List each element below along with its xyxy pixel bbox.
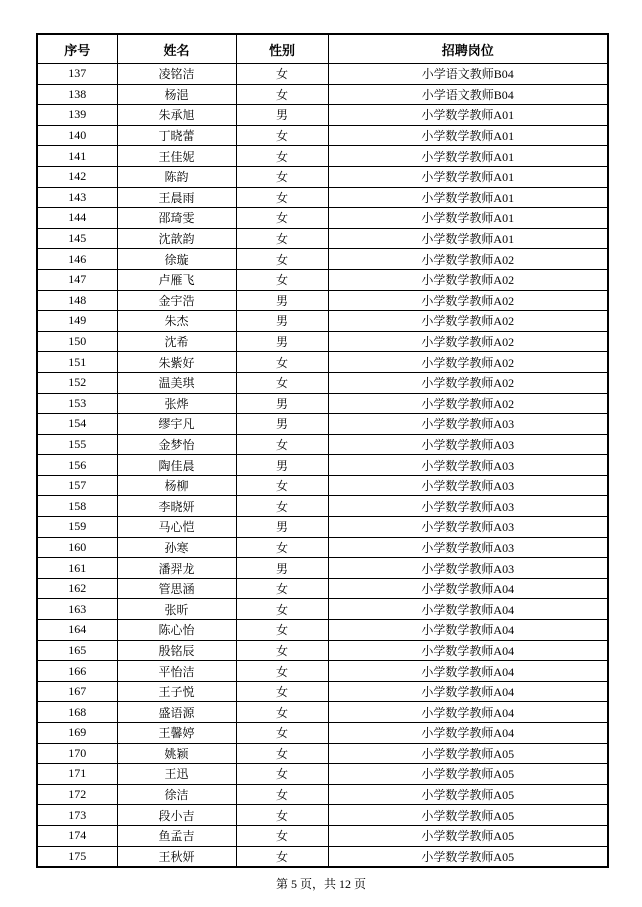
cell-name: 陈韵 (117, 166, 236, 187)
table-row (37, 228, 608, 249)
header-cell-index: 序号 (37, 34, 117, 64)
cell-position: 小学数学教师A04 (328, 640, 608, 661)
cell-gender: 女 (236, 702, 328, 723)
table-row (37, 64, 608, 85)
cell-name: 王迅 (117, 764, 236, 785)
cell-index: 149 (37, 311, 117, 332)
cell-position: 小学数学教师A02 (328, 393, 608, 414)
cell-position: 小学数学教师A03 (328, 558, 608, 579)
cell-index: 164 (37, 620, 117, 641)
cell-index: 169 (37, 723, 117, 744)
cell-position: 小学数学教师A01 (328, 228, 608, 249)
table-row (37, 393, 608, 414)
cell-gender: 男 (236, 105, 328, 126)
cell-name: 潘羿龙 (117, 558, 236, 579)
table-row (37, 352, 608, 373)
cell-index: 154 (37, 414, 117, 435)
table-row (37, 723, 608, 744)
cell-gender: 女 (236, 825, 328, 846)
cell-position: 小学数学教师A03 (328, 455, 608, 476)
cell-name: 缪宇凡 (117, 414, 236, 435)
recruitment-table (36, 33, 609, 868)
cell-index: 139 (37, 105, 117, 126)
cell-index: 175 (37, 846, 117, 867)
cell-gender: 女 (236, 764, 328, 785)
cell-index: 147 (37, 269, 117, 290)
cell-position: 小学数学教师A04 (328, 723, 608, 744)
cell-gender: 女 (236, 146, 328, 167)
cell-name: 段小吉 (117, 805, 236, 826)
cell-name: 沈歆韵 (117, 228, 236, 249)
table-row (37, 208, 608, 229)
cell-position: 小学数学教师A05 (328, 784, 608, 805)
cell-name: 王子悦 (117, 681, 236, 702)
cell-gender: 女 (236, 805, 328, 826)
cell-position: 小学数学教师A05 (328, 743, 608, 764)
cell-index: 160 (37, 537, 117, 558)
cell-gender: 男 (236, 517, 328, 538)
cell-gender: 女 (236, 496, 328, 517)
table-row (37, 846, 608, 867)
cell-name: 孙寒 (117, 537, 236, 558)
cell-name: 凌铭洁 (117, 64, 236, 85)
cell-name: 卢雁飞 (117, 269, 236, 290)
cell-name: 张昕 (117, 599, 236, 620)
cell-name: 王佳妮 (117, 146, 236, 167)
cell-gender: 女 (236, 372, 328, 393)
cell-name: 杨柳 (117, 475, 236, 496)
table-row (37, 620, 608, 641)
cell-gender: 女 (236, 166, 328, 187)
cell-gender: 女 (236, 475, 328, 496)
cell-index: 171 (37, 764, 117, 785)
cell-position: 小学数学教师A01 (328, 166, 608, 187)
cell-position: 小学数学教师A04 (328, 578, 608, 599)
cell-gender: 女 (236, 187, 328, 208)
cell-gender: 女 (236, 64, 328, 85)
cell-position: 小学数学教师A04 (328, 702, 608, 723)
cell-gender: 女 (236, 249, 328, 270)
table-row (37, 702, 608, 723)
table-row (37, 784, 608, 805)
cell-gender: 女 (236, 681, 328, 702)
cell-name: 王馨婷 (117, 723, 236, 744)
cell-name: 陈心怡 (117, 620, 236, 641)
cell-position: 小学数学教师A03 (328, 414, 608, 435)
cell-gender: 女 (236, 661, 328, 682)
cell-position: 小学数学教师A01 (328, 146, 608, 167)
cell-index: 157 (37, 475, 117, 496)
cell-gender: 男 (236, 311, 328, 332)
cell-name: 丁晓蕾 (117, 125, 236, 146)
cell-index: 152 (37, 372, 117, 393)
cell-name: 张烨 (117, 393, 236, 414)
cell-name: 朱承旭 (117, 105, 236, 126)
cell-gender: 女 (236, 228, 328, 249)
table-row (37, 187, 608, 208)
table-row (37, 105, 608, 126)
cell-position: 小学数学教师A02 (328, 372, 608, 393)
table-row (37, 311, 608, 332)
cell-position: 小学数学教师A03 (328, 475, 608, 496)
table-row (37, 84, 608, 105)
table-row (37, 805, 608, 826)
header-row (37, 34, 608, 64)
cell-gender: 男 (236, 414, 328, 435)
cell-index: 166 (37, 661, 117, 682)
cell-name: 陶佳晨 (117, 455, 236, 476)
table-row (37, 125, 608, 146)
cell-index: 173 (37, 805, 117, 826)
cell-index: 167 (37, 681, 117, 702)
cell-name: 金梦怡 (117, 434, 236, 455)
cell-gender: 男 (236, 331, 328, 352)
cell-position: 小学数学教师A01 (328, 208, 608, 229)
cell-index: 165 (37, 640, 117, 661)
cell-position: 小学数学教师A04 (328, 599, 608, 620)
table-row (37, 681, 608, 702)
cell-gender: 女 (236, 599, 328, 620)
cell-position: 小学数学教师A05 (328, 846, 608, 867)
cell-name: 朱紫好 (117, 352, 236, 373)
cell-index: 153 (37, 393, 117, 414)
cell-index: 148 (37, 290, 117, 311)
cell-position: 小学数学教师A02 (328, 352, 608, 373)
cell-name: 朱杰 (117, 311, 236, 332)
cell-position: 小学数学教师A05 (328, 764, 608, 785)
cell-gender: 女 (236, 352, 328, 373)
cell-position: 小学语文教师B04 (328, 64, 608, 85)
cell-position: 小学数学教师A02 (328, 249, 608, 270)
cell-name: 平怡洁 (117, 661, 236, 682)
cell-index: 151 (37, 352, 117, 373)
cell-name: 徐洁 (117, 784, 236, 805)
cell-index: 156 (37, 455, 117, 476)
table-row (37, 743, 608, 764)
cell-position: 小学数学教师A02 (328, 290, 608, 311)
cell-gender: 男 (236, 393, 328, 414)
cell-name: 王秋妍 (117, 846, 236, 867)
cell-name: 王晨雨 (117, 187, 236, 208)
table-row (37, 290, 608, 311)
cell-index: 168 (37, 702, 117, 723)
cell-name: 沈希 (117, 331, 236, 352)
table-row (37, 661, 608, 682)
cell-gender: 女 (236, 743, 328, 764)
header-cell-gender: 性别 (236, 34, 328, 64)
cell-name: 杨浥 (117, 84, 236, 105)
table-row (37, 764, 608, 785)
cell-position: 小学数学教师A04 (328, 681, 608, 702)
table-row (37, 455, 608, 476)
cell-position: 小学数学教师A01 (328, 187, 608, 208)
cell-position: 小学数学教师A04 (328, 620, 608, 641)
table-row (37, 414, 608, 435)
cell-index: 138 (37, 84, 117, 105)
table-row (37, 578, 608, 599)
cell-position: 小学数学教师A01 (328, 105, 608, 126)
cell-gender: 女 (236, 640, 328, 661)
cell-position: 小学数学教师A03 (328, 434, 608, 455)
cell-index: 163 (37, 599, 117, 620)
cell-name: 殷铭辰 (117, 640, 236, 661)
cell-gender: 女 (236, 723, 328, 744)
cell-index: 150 (37, 331, 117, 352)
cell-index: 174 (37, 825, 117, 846)
table-row (37, 372, 608, 393)
table-row (37, 269, 608, 290)
cell-index: 146 (37, 249, 117, 270)
cell-name: 管思涵 (117, 578, 236, 599)
table-row (37, 640, 608, 661)
table-row (37, 434, 608, 455)
header-cell-position: 招聘岗位 (328, 34, 608, 64)
table-row (37, 331, 608, 352)
cell-name: 鱼孟吉 (117, 825, 236, 846)
cell-index: 140 (37, 125, 117, 146)
cell-name: 盛语源 (117, 702, 236, 723)
cell-index: 144 (37, 208, 117, 229)
cell-index: 172 (37, 784, 117, 805)
cell-position: 小学数学教师A03 (328, 517, 608, 538)
table-row (37, 496, 608, 517)
cell-gender: 女 (236, 578, 328, 599)
page-number-footer: 第 5 页，共 12 页 (275, 877, 366, 891)
cell-gender: 男 (236, 455, 328, 476)
cell-name: 温美琪 (117, 372, 236, 393)
cell-position: 小学数学教师A02 (328, 331, 608, 352)
cell-gender: 女 (236, 784, 328, 805)
cell-gender: 女 (236, 269, 328, 290)
cell-name: 李晓妍 (117, 496, 236, 517)
cell-gender: 女 (236, 125, 328, 146)
cell-name: 姚颖 (117, 743, 236, 764)
table-row (37, 558, 608, 579)
cell-index: 155 (37, 434, 117, 455)
table-row (37, 146, 608, 167)
table-row (37, 249, 608, 270)
cell-index: 162 (37, 578, 117, 599)
cell-gender: 女 (236, 208, 328, 229)
table-row (37, 475, 608, 496)
cell-gender: 女 (236, 434, 328, 455)
cell-position: 小学数学教师A05 (328, 805, 608, 826)
table-row (37, 599, 608, 620)
cell-gender: 女 (236, 84, 328, 105)
cell-index: 137 (37, 64, 117, 85)
cell-position: 小学数学教师A04 (328, 661, 608, 682)
header-cell-name: 姓名 (117, 34, 236, 64)
cell-index: 145 (37, 228, 117, 249)
cell-name: 徐璇 (117, 249, 236, 270)
cell-position: 小学语文教师B04 (328, 84, 608, 105)
table-row (37, 517, 608, 538)
cell-index: 170 (37, 743, 117, 764)
table-row (37, 537, 608, 558)
cell-index: 142 (37, 166, 117, 187)
cell-position: 小学数学教师A03 (328, 537, 608, 558)
cell-index: 159 (37, 517, 117, 538)
cell-gender: 男 (236, 558, 328, 579)
cell-index: 143 (37, 187, 117, 208)
cell-index: 141 (37, 146, 117, 167)
cell-gender: 女 (236, 620, 328, 641)
cell-gender: 男 (236, 290, 328, 311)
cell-gender: 女 (236, 846, 328, 867)
cell-position: 小学数学教师A02 (328, 311, 608, 332)
cell-position: 小学数学教师A02 (328, 269, 608, 290)
cell-position: 小学数学教师A05 (328, 825, 608, 846)
cell-name: 金宇浩 (117, 290, 236, 311)
cell-position: 小学数学教师A03 (328, 496, 608, 517)
table-row (37, 166, 608, 187)
cell-name: 马心恺 (117, 517, 236, 538)
cell-name: 邵琦雯 (117, 208, 236, 229)
table-row (37, 825, 608, 846)
cell-index: 158 (37, 496, 117, 517)
cell-gender: 女 (236, 537, 328, 558)
cell-position: 小学数学教师A01 (328, 125, 608, 146)
cell-index: 161 (37, 558, 117, 579)
